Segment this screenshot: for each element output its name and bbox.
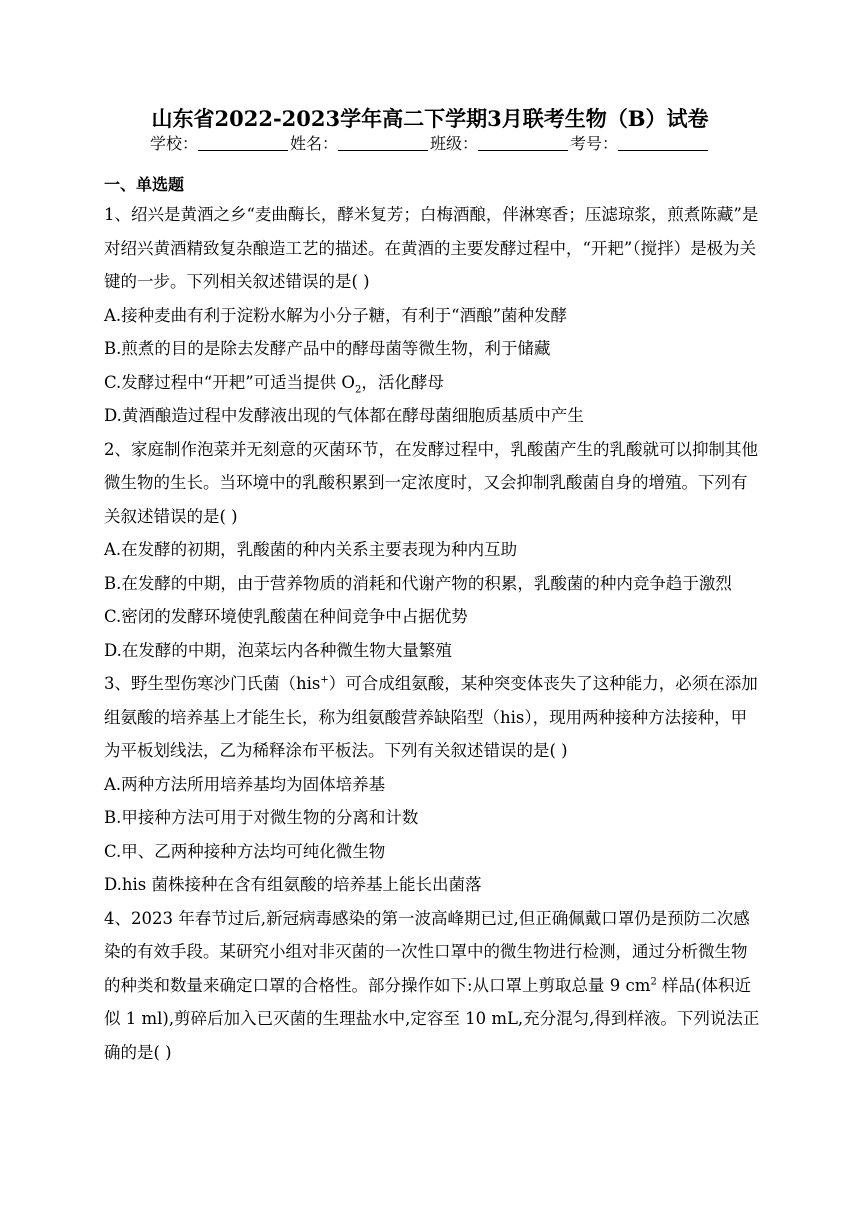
- question-1-option-b: B.煎煮的目的是除去发酵产品中的酵母菌等微生物，利于储藏: [104, 339, 551, 358]
- class-blank: [478, 134, 568, 151]
- exam-content: [104, 174, 760, 1069]
- question-2-option-c: C.密闭的发酵环境使乳酸菌在种间竞争中占据优势: [104, 607, 468, 626]
- question-3-option-b: B.甲接种方法可用于对微生物的分离和计数: [104, 808, 419, 827]
- question-3-option-a: A.两种方法所用培养基均为固体培养基: [104, 774, 386, 794]
- question-1-option-c: [104, 366, 760, 400]
- question-1-stem: 1、绍兴是黄酒之乡“麦曲酶长，酵米复芳；白梅酒酿，伴淋寒香；压滤琼浆，煎煮陈藏”是对绍兴黄酒精致复杂酿造工艺的描述。在黄酒的主要发酵过程中，“开耙”（搅拌）是极为关键的一步。下列相关叙述错误的是( ): [104, 205, 759, 291]
- subscript: 2: [354, 383, 362, 395]
- superscript: +: [320, 674, 329, 686]
- superscript: 2: [650, 976, 657, 987]
- school-label: 学校：: [149, 134, 198, 153]
- section-heading: 一、单选题: [104, 175, 185, 194]
- option-c-tail: ，活化酵母: [361, 372, 444, 392]
- question-2-stem: 2、家庭制作泡菜并无刻意的灭菌环节，在发酵过程中，乳酸菌产生的乳酸就可以抑制其他微生物的生长。当环境中的乳酸积累到一定浓度时，又会抑制乳酸菌自身的增殖。下列有关叙述错误的是( ): [104, 439, 758, 526]
- name-label: 姓名：: [289, 134, 338, 153]
- school-blank: [198, 134, 288, 151]
- class-label: 班级：: [430, 134, 479, 153]
- question-4-stem: [104, 902, 760, 1070]
- question-3-option-c: C.甲、乙两种接种方法均可纯化微生物: [104, 841, 386, 861]
- option-c-text: C.发酵过程中“开耙”可适当提供 O: [104, 372, 355, 392]
- name-blank: [338, 134, 428, 151]
- question-1-option-d: D.黄酒酿造过程中发酵液出现的气体都在酵母菌细胞质基质中产生: [104, 406, 584, 425]
- stem-tail: ）可合成组氨酸，某种突变体丧失了这种能力，必须在添加组氨酸的培养基上才能生长，称为组氨酸营养缺陷型（his），现用两种接种方法接种，甲为平板划线法，乙为稀释涂布平板法。下列有关叙述错误的是( ): [104, 674, 758, 760]
- question-2-option-d: D.在发酵的中期，泡菜坛内各种微生物大量繁殖: [104, 640, 452, 660]
- stem-tail: 样品(体积近似 1 ml),剪碎后加入已灭菌的生理盐水中,定容至 10 mL,充分混匀,得到样液。下列说法正确的是( ): [104, 975, 760, 1062]
- exam-number-label: 考号：: [570, 134, 619, 153]
- question-3-option-d: D.his 菌株接种在含有组氨酸的培养基上能长出菌落: [104, 875, 482, 894]
- stem-text: 3、野生型伤寒沙门氏菌（his: [104, 674, 321, 693]
- question-3-stem: [104, 667, 760, 768]
- student-info-line: [0, 132, 860, 156]
- question-2-option-a: A.在发酵的初期，乳酸菌的种内关系主要表现为种内互助: [104, 540, 518, 559]
- stem-text: 4、2023 年春节过后,新冠病毒感染的第一波高峰期已过,但正确佩戴口罩仍是预防二次感染的有效手段。某研究小组对非灭菌的一次性口罩中的微生物进行检测，通过分析微生物的种类和数量来确定口罩的合格性。部分操作如下:从口罩上剪取总量 9 cm: [104, 908, 750, 995]
- exam-number-blank: [618, 134, 708, 151]
- question-2-option-b: B.在发酵的中期，由于营养物质的消耗和代谢产物的积累，乳酸菌的种内竞争趋于激烈: [104, 573, 732, 593]
- page-title: 山东省2022-2023学年高二下学期3月联考生物（B）试卷: [151, 106, 709, 131]
- question-1-option-a: A.接种麦曲有利于淀粉水解为小分子糖，有利于“酒酿”菌种发酵: [104, 305, 568, 325]
